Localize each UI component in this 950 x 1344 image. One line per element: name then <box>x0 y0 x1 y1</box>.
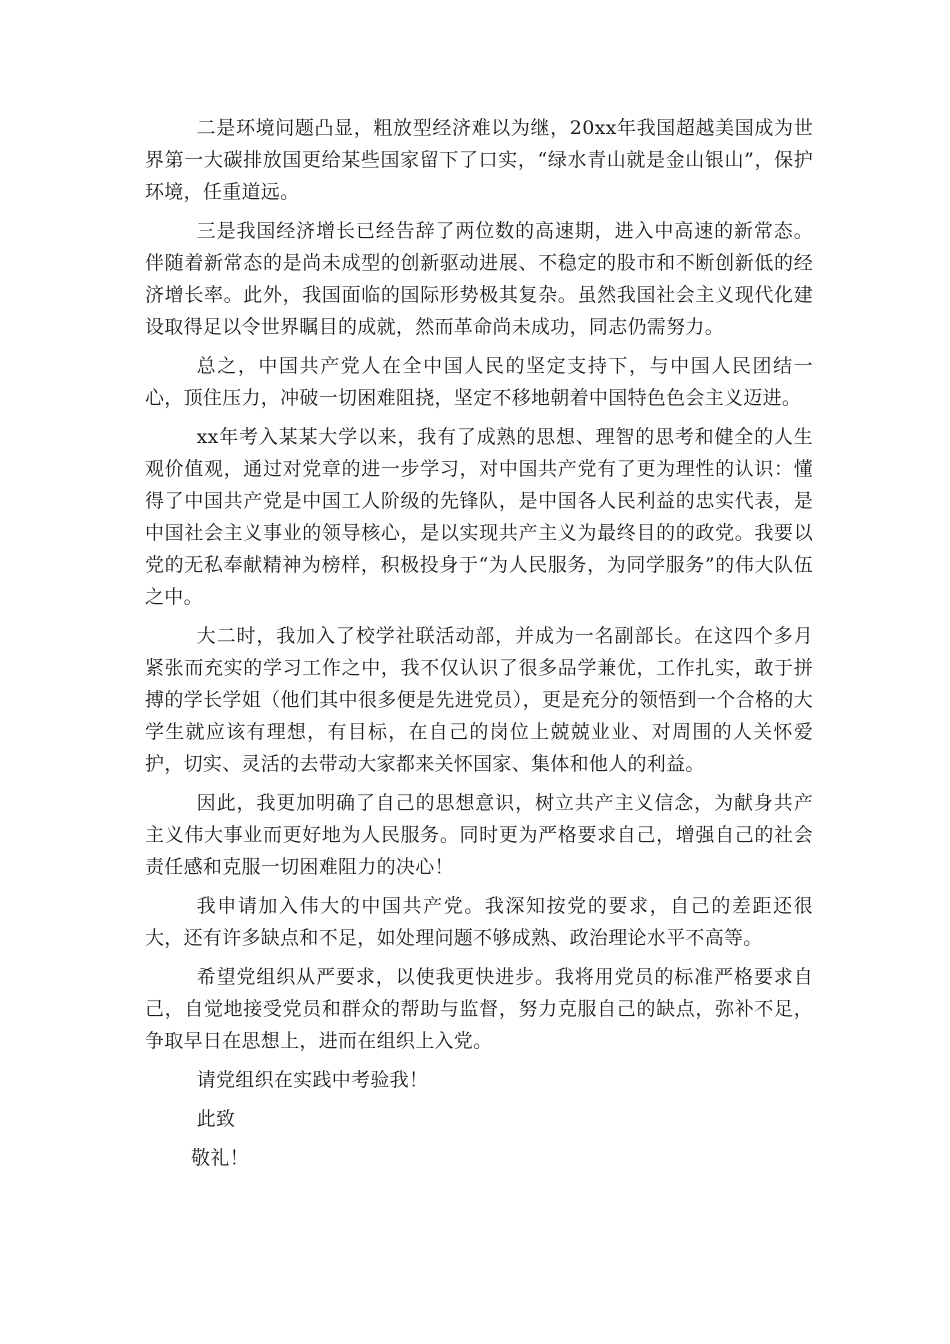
closing-salute: 敬礼！ <box>191 1147 249 1169</box>
paragraph-summary: 总之，中国共产党人在全中国人民的坚定支持下，与中国人民团结一心，顶住压力，冲破一切困难阻挠，坚定不移地朝着中国特色色会主义迈进。 <box>145 355 813 409</box>
paragraph-hope: 希望党组织从严要求，以使我更快进步。我将用党员的标准严格要求自己，自觉地接受党员和群众的帮助与监督，努力克服自己的缺点，弥补不足，争取早日在思想上，进而在组织上入党。 <box>145 966 813 1052</box>
closing-ci-zhi: 此致 <box>196 1108 236 1130</box>
paragraph-application: 我申请加入伟大的中国共产党。我深知按党的要求，自己的差距还很大，还有许多缺点和不足，如处理问题不够成熟、政治理论水平不高等。 <box>145 895 813 949</box>
paragraph-university: xx年考入某某大学以来，我有了成熟的思想、理智的思考和健全的人生观价值观，通过对党章的进一步学习，对中国共产党有了更为理性的认识：懂得了中国共产党是中国工人阶级的先锋队，是中国各人民利益的忠实代表，是中国社会主义事业的领导核心，是以实现共产主义为最终目的的政党。我要以党的无私奉献精神为榜样，积极投身于“为人民服务，为同学服务”的伟大队伍之中。 <box>145 426 813 608</box>
paragraph-environment: 二是环境问题凸显，粗放型经济难以为继，20xx年我国超越美国成为世界第一大碳排放国更给某些国家留下了口实，“绿水青山就是金山银山”，保护环境，任重道远。 <box>145 117 813 203</box>
closing-request: 请党组织在实践中考验我！ <box>196 1069 429 1091</box>
paragraph-therefore: 因此，我更加明确了自己的思想意识，树立共产主义信念，为献身共产主义伟大事业而更好地为人民服务。同时更为严格要求自己，增强自己的社会责任感和克服一切困难阻力的决心！ <box>145 792 813 878</box>
paragraph-economy: 三是我国经济增长已经告辞了两位数的高速期，进入中高速的新常态。伴随着新常态的是尚未成型的创新驱动进展、不稳定的股市和不断创新低的经济增长率。此外，我国面临的国际形势极其复杂。虽然我国社会主义现代化建设取得足以令世界瞩目的成就，然而革命尚未成功，同志仍需努力。 <box>145 220 813 338</box>
paragraph-sophomore: 大二时，我加入了校学社联活动部，并成为一名副部长。在这四个多月紧张而充实的学习工作之中，我不仅认识了很多品学兼优，工作扎实，敢于拼搏的学长学姐（他们其中很多便是先进党员），更是充分的领悟到一个合格的大学生就应该有理想，有目标，在自己的岗位上兢兢业业、对周围的人关怀爱护，切实、灵活的去带动大家都来关怀国家、集体和他人的利益。 <box>145 625 813 775</box>
document-body <box>145 112 813 1174</box>
